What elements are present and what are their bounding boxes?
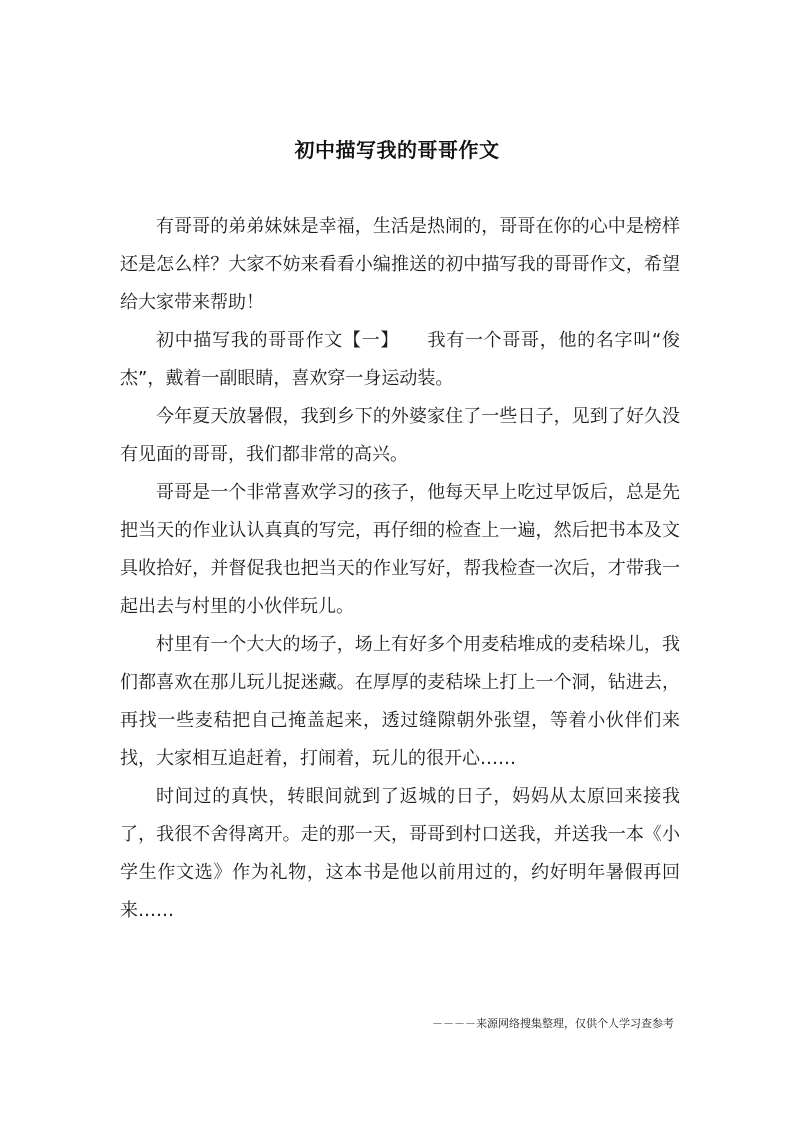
- paragraph-2: 今年夏天放暑假，我到乡下的外婆家住了一些日子，见到了好久没有见面的哥哥，我们都非常的高兴。: [120, 406, 680, 465]
- source-footnote: －－－－来源网络搜集整理，仅供个人学习查参考: [432, 1017, 674, 1030]
- paragraph-1: 初中描写我的哥哥作文【一】 我有一个哥哥，他的名字叫“俊杰”，戴着一副眼睛，喜欢穿一身运动装。: [120, 330, 680, 389]
- paragraph-3: 哥哥是一个非常喜欢学习的孩子，他每天早上吃过早饭后，总是先把当天的作业认认真真的写完，再仔细的检查上一遍，然后把书本及文具收拾好，并督促我也把当天的作业写好，帮我检查一次后，才带我一起出去与村里的小伙伴玩儿。: [120, 482, 680, 617]
- paragraph-5: 时间过的真快，转眼间就到了返城的日子，妈妈从太原回来接我了，我很不舍得离开。走的那一天，哥哥到村口送我，并送我一本《小学生作文选》作为礼物，这本书是他以前用过的，约好明年暑假再回来……: [120, 786, 680, 921]
- paragraph-intro: 有哥哥的弟弟妹妹是幸福，生活是热闹的，哥哥在你的心中是榜样还是怎么样？大家不妨来看看小编推送的初中描写我的哥哥作文，希望给大家带来帮助！: [120, 216, 680, 313]
- article-body: [120, 208, 680, 930]
- page-title: 初中描写我的哥哥作文: [294, 138, 500, 162]
- paragraph-4: 村里有一个大大的场子，场上有好多个用麦秸堆成的麦秸垛儿，我们都喜欢在那儿玩儿捉迷藏。在厚厚的麦秸垛上打上一个洞，钻进去，再找一些麦秸把自己掩盖起来，透过缝隙朝外张望，等着小伙伴们来找，大家相互追赶着，打闹着，玩儿的很开心……: [120, 634, 680, 769]
